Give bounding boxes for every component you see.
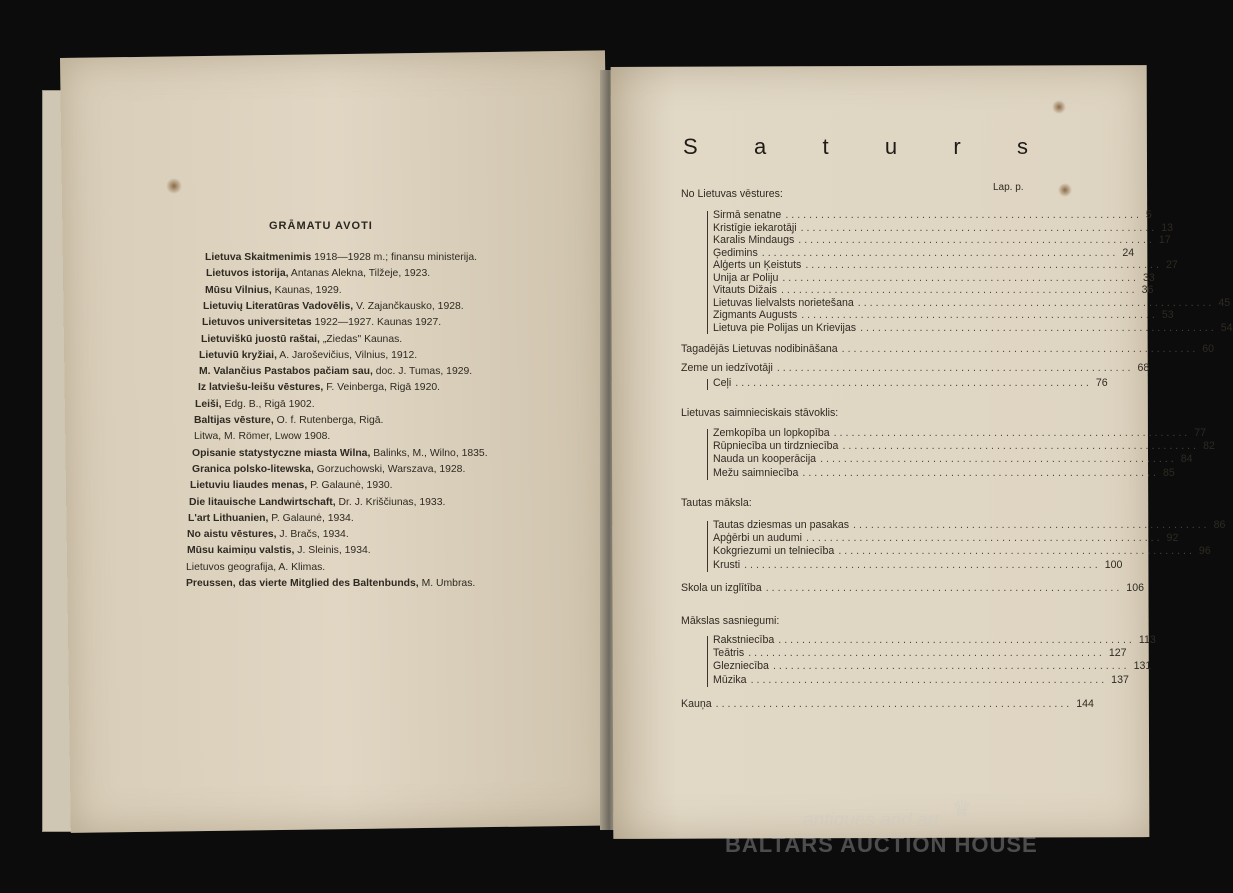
- source-entry: [195, 399, 315, 410]
- source-entry: [187, 529, 349, 540]
- source-details: P. Galaunė, 1930.: [307, 480, 393, 492]
- source-details: O. f. Rutenberga, Rigā.: [273, 415, 384, 426]
- toc-page-number: 113: [1138, 634, 1156, 646]
- section-bracket: [707, 211, 708, 334]
- toc-label: Teātris: [713, 647, 745, 660]
- source-entry: [203, 301, 464, 312]
- toc-leader: ............................................................: [772, 660, 1130, 673]
- source-entry: [192, 464, 465, 475]
- toc-label: Ģedimins: [713, 246, 758, 259]
- toc-label: Mākslas sasniegumi:: [681, 615, 780, 627]
- source-entry: [198, 382, 440, 393]
- toc-page-number: 5: [1145, 209, 1152, 221]
- source-details: Lietuvos geografija, A. Klimas.: [186, 561, 326, 573]
- toc-label: Nauda un kooperācija: [713, 453, 817, 466]
- toc-section-heading: [681, 497, 1040, 509]
- toc-label: Zigmants Augusts: [713, 309, 798, 321]
- source-entry: [188, 513, 354, 524]
- source-title: Preussen, das vierte Mitglied des Baltenbunds,: [186, 578, 419, 589]
- source-title: Iz latviešu-leišu vēstures,: [198, 382, 324, 394]
- toc-page-number: 53: [1161, 309, 1174, 321]
- source-title: Lietuviškū juostū raštai,: [201, 333, 320, 345]
- source-title: Granica polsko-litewska,: [192, 463, 314, 475]
- source-details: P. Galaunė, 1934.: [268, 512, 354, 524]
- toc-entry: [713, 558, 1123, 571]
- sources-title: GRĀMATU AVOTI: [269, 220, 373, 232]
- toc-page-number: 137: [1111, 673, 1129, 686]
- source-entry: [192, 448, 488, 459]
- toc-label: Glezniecība: [713, 660, 769, 673]
- source-details: Edg. B., Rigā 1902.: [221, 398, 315, 410]
- section-bracket: [707, 429, 708, 480]
- toc-label: Tautas dziesmas un pasakas: [713, 519, 850, 531]
- toc-leader: ............................................................: [833, 427, 1191, 439]
- source-title: Lietuvos istorija,: [206, 268, 289, 280]
- toc-label: Zemkopība un lopkopība: [713, 427, 830, 439]
- toc-entry: [713, 673, 1129, 686]
- toc-entry: [713, 466, 1175, 479]
- toc-leader: ............................................................: [842, 440, 1200, 453]
- toc-leader: ............................................................: [805, 259, 1162, 271]
- title-letter: S: [683, 134, 698, 159]
- toc-entry: [713, 221, 1174, 234]
- toc-section-heading: [681, 343, 1215, 355]
- toc-leader: ............................................................: [761, 246, 1119, 259]
- source-details: J. Bračs, 1934.: [276, 529, 349, 541]
- toc-page-number: 106: [1126, 582, 1144, 594]
- toc-leader: ............................................................: [860, 321, 1217, 334]
- toc-entry: [713, 271, 1155, 284]
- toc-leader: ............................................................: [778, 634, 1135, 646]
- toc-section-heading: [681, 188, 1040, 200]
- source-entry: [186, 578, 475, 589]
- toc-leader: ............................................................: [802, 466, 1159, 479]
- toc-leader: ............................................................: [748, 647, 1105, 660]
- source-details: 1922—1927. Kaunas 1927.: [311, 317, 442, 329]
- toc-page-number: 27: [1165, 259, 1178, 271]
- toc-leader: ............................................................: [801, 309, 1158, 321]
- toc-label: Alģerts un Ķeistuts: [713, 259, 802, 271]
- title-letter: u: [884, 134, 898, 159]
- toc-page-number: 82: [1203, 440, 1215, 453]
- toc-entry: [713, 246, 1135, 259]
- toc-label: Skola un izglītība: [681, 582, 762, 594]
- toc-label: Lietuvas saimnieciskais stāvoklis:: [681, 407, 839, 419]
- toc-page-number: 131: [1133, 660, 1152, 673]
- toc-label: Sirmā senatne: [713, 209, 782, 221]
- toc-entry: [713, 660, 1152, 673]
- source-entry: [205, 252, 477, 263]
- source-entry: [187, 545, 371, 556]
- section-bracket: [707, 521, 708, 572]
- source-details: Antanas Alekna, Tilžeje, 1923.: [288, 268, 431, 280]
- watermark: [725, 796, 1125, 870]
- toc-label: Kristīgie iekarotāji: [713, 221, 797, 234]
- source-details: F. Veinberga, Rigā 1920.: [323, 382, 441, 394]
- toc-leader: ............................................................: [780, 284, 1138, 296]
- toc-label: Apģērbi un audumi: [713, 532, 802, 545]
- page-column-header: Lap. p.: [993, 182, 1024, 193]
- toc-entry: [713, 309, 1174, 321]
- toc-label: Mūzika: [713, 673, 747, 686]
- source-entry: [190, 480, 393, 491]
- watermark-line2: BALTARS AUCTION HOUSE: [725, 832, 1038, 857]
- source-entry: [202, 317, 441, 328]
- source-entry: [206, 268, 430, 279]
- left-page: [60, 50, 616, 833]
- foxing-spot: [166, 178, 182, 194]
- source-title: Mūsu Vilnius,: [205, 284, 272, 296]
- toc-leader: ............................................................: [715, 698, 1073, 710]
- toc-page-number: 33: [1142, 271, 1155, 284]
- source-details: Balinks, M., Wilno, 1835.: [370, 447, 488, 459]
- toc-entry: [713, 234, 1171, 246]
- toc-page-number: 96: [1198, 545, 1211, 558]
- source-details: Kaunas, 1929.: [271, 284, 342, 296]
- source-details: A. Jaroševičius, Vilnius, 1912.: [276, 349, 418, 361]
- source-details: 1918—1928 m.; finansu ministerija.: [311, 252, 478, 263]
- toc-section-heading: [681, 582, 1144, 594]
- toc-leader: ............................................................: [765, 582, 1123, 594]
- toc-label: Tautas māksla:: [681, 497, 752, 509]
- toc-label: Mežu saimniecība: [713, 466, 799, 479]
- source-title: Die litauische Landwirtschaft,: [189, 496, 336, 508]
- source-title: Baltijas vēsture,: [194, 415, 274, 426]
- toc-leader: ............................................................: [820, 453, 1177, 466]
- source-title: No aistu vēstures,: [187, 529, 277, 541]
- toc-leader: ............................................................: [853, 519, 1210, 531]
- toc-page-number: 92: [1166, 532, 1179, 545]
- title-letter: s: [1016, 134, 1028, 159]
- toc-page-number: 60: [1202, 343, 1215, 355]
- toc-entry: [713, 647, 1127, 660]
- foxing-spot: [1058, 183, 1072, 197]
- toc-label: Ceļi: [713, 377, 732, 389]
- toc-page-number: 13: [1161, 221, 1174, 234]
- crown-icon: ♛: [952, 796, 972, 821]
- toc-section-heading: [681, 698, 1094, 710]
- source-title: Lietuvos universitetas: [202, 317, 312, 329]
- toc-label: Zeme un iedzīvotāji: [681, 362, 773, 374]
- toc-page-number: 45: [1218, 296, 1231, 309]
- source-title: M. Valančius Pastabos pačiam sau,: [199, 366, 373, 378]
- foxing-spot: [1052, 100, 1066, 114]
- toc-page-number: 77: [1194, 427, 1207, 439]
- toc-label: No Lietuvas vēstures:: [681, 188, 783, 200]
- source-details: Litwa, M. Römer, Lwow 1908.: [194, 431, 331, 443]
- toc-entry: [713, 296, 1231, 309]
- source-entry: [194, 415, 383, 426]
- toc-entry: [713, 209, 1152, 221]
- source-details: Gorzuchowski, Warszava, 1928.: [313, 463, 466, 475]
- title-letter: t: [822, 134, 829, 159]
- source-entry: [189, 497, 445, 508]
- toc-leader: ............................................................: [841, 343, 1199, 355]
- toc-label: Rakstniecība: [713, 634, 775, 646]
- source-title: Lietuvių Literatūras Vadovēlis,: [203, 300, 354, 312]
- source-title: Leiši,: [195, 398, 222, 410]
- toc-label: Lietuvas lielvalsts norietešana: [713, 296, 854, 309]
- source-title: L'art Lithuanien,: [188, 512, 269, 524]
- source-title: Lietuviu liaudes menas,: [190, 480, 308, 492]
- toc-entry: [713, 545, 1211, 558]
- toc-entry: [713, 259, 1178, 271]
- toc-leader: ............................................................: [857, 296, 1215, 309]
- title-letter: r: [953, 134, 961, 159]
- toc-entry: [713, 377, 1108, 389]
- toc-page-number: 76: [1095, 377, 1108, 389]
- toc-page-number: 36: [1141, 284, 1154, 296]
- toc-label: Tagadējās Lietuvas nodibināšana: [681, 343, 838, 355]
- toc-entry: [713, 440, 1215, 453]
- watermark-line1: antiques and art: [803, 810, 940, 831]
- toc-label: Lietuva pie Polijas un Krievijas: [713, 321, 857, 334]
- toc-page-number: 84: [1180, 453, 1193, 466]
- toc-label: Krusti: [713, 558, 741, 571]
- toc-page-number: 68: [1137, 362, 1150, 374]
- toc-page-number: 127: [1108, 647, 1127, 660]
- source-title: Lietuviū kryžiai,: [199, 349, 277, 361]
- source-details: J. Sleinis, 1934.: [294, 545, 371, 557]
- toc-leader: ............................................................: [785, 209, 1142, 221]
- source-title: Lietuva Skaitmenimis: [205, 252, 312, 263]
- source-details: doc. J. Tumas, 1929.: [372, 366, 473, 378]
- source-entry: [201, 334, 402, 345]
- source-entry: [199, 366, 472, 377]
- toc-label: Rūpniecība un tirdzniecība: [713, 440, 839, 453]
- toc-page-number: 85: [1163, 466, 1175, 479]
- toc-entry: [713, 284, 1154, 296]
- toc-label: Vitauts Dižais: [713, 284, 777, 296]
- toc-page-number: 100: [1104, 558, 1123, 571]
- toc-page-number: 86: [1213, 519, 1226, 531]
- toc-entry: [713, 427, 1207, 439]
- toc-page-number: 17: [1158, 234, 1171, 246]
- source-entry: [186, 562, 325, 573]
- toc-leader: ............................................................: [805, 532, 1163, 545]
- toc-label: Unija ar Poliju: [713, 271, 779, 284]
- toc-leader: ............................................................: [782, 271, 1139, 284]
- toc-leader: ............................................................: [798, 234, 1155, 246]
- toc-entry: [713, 453, 1193, 466]
- toc-label: Kauņa: [681, 698, 712, 710]
- toc-section-heading: [681, 362, 1150, 374]
- source-details: Dr. J. Kriščiunas, 1933.: [335, 496, 446, 508]
- toc-label: Karalis Mindaugs: [713, 234, 795, 246]
- source-title: Mūsu kaimiņu valstis,: [187, 545, 295, 557]
- toc-label: Kokgriezumi un telniecība: [713, 545, 835, 558]
- toc-section-heading: [681, 407, 1040, 419]
- source-details: „Ziedas" Kaunas.: [319, 333, 403, 345]
- contents-title: [683, 134, 1028, 160]
- title-letter: a: [753, 134, 767, 159]
- toc-section-heading: [681, 615, 1040, 627]
- source-details: V. Zajančkausko, 1928.: [353, 300, 464, 312]
- toc-entry: [713, 519, 1226, 531]
- source-title: Opisanie statystyczne miasta Wilna,: [192, 447, 371, 459]
- toc-page-number: 144: [1076, 698, 1094, 710]
- toc-leader: ............................................................: [800, 221, 1158, 234]
- source-entry: [205, 285, 342, 296]
- section-bracket: [707, 379, 708, 390]
- source-entry: [199, 350, 417, 361]
- toc-page-number: 24: [1122, 246, 1135, 259]
- toc-entry: [713, 321, 1233, 334]
- toc-leader: ............................................................: [776, 362, 1134, 374]
- toc-leader: ............................................................: [735, 377, 1092, 389]
- source-entry: [194, 431, 330, 442]
- toc-leader: ............................................................: [744, 558, 1101, 571]
- toc-leader: ............................................................: [838, 545, 1195, 558]
- toc-entry: [713, 532, 1179, 545]
- section-bracket: [707, 636, 708, 687]
- toc-leader: ............................................................: [750, 673, 1108, 686]
- source-details: M. Umbras.: [418, 578, 476, 589]
- toc-entry: [713, 634, 1156, 646]
- toc-page-number: 54: [1220, 321, 1233, 334]
